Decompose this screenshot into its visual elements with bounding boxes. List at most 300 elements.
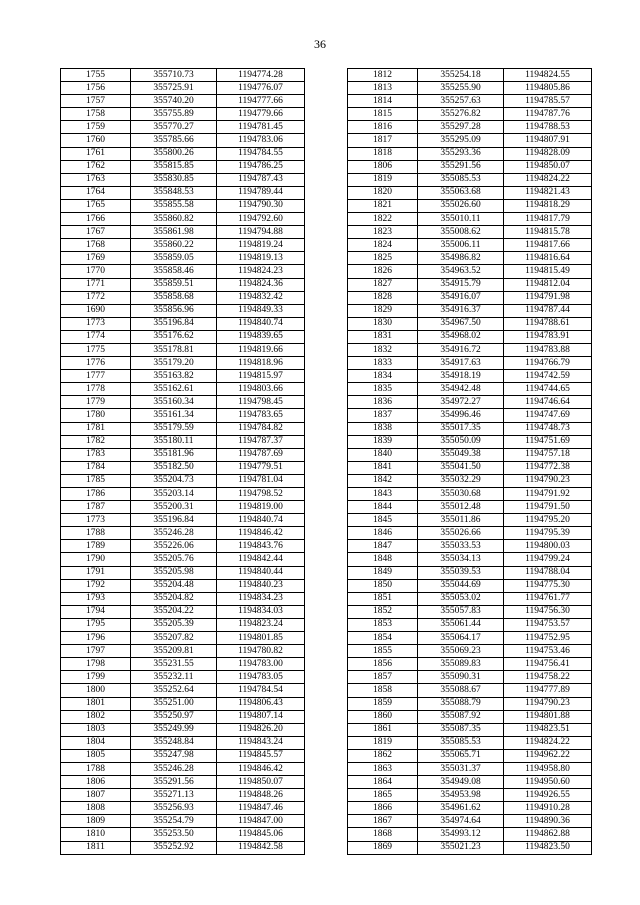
y-coordinate-cell: 1194787.37 bbox=[217, 435, 305, 448]
y-coordinate-cell: 1194834.23 bbox=[217, 592, 305, 605]
table-row bbox=[348, 265, 592, 278]
table-row bbox=[348, 671, 592, 684]
y-coordinate-cell: 1194828.09 bbox=[504, 147, 592, 160]
y-coordinate-cell: 1194774.28 bbox=[217, 69, 305, 82]
x-coordinate-cell: 355276.82 bbox=[418, 108, 504, 121]
x-coordinate-cell: 355032.29 bbox=[418, 474, 504, 487]
point-number-cell: 1838 bbox=[348, 422, 418, 435]
y-coordinate-cell: 1194787.76 bbox=[504, 108, 592, 121]
table-row bbox=[61, 147, 305, 160]
table-row bbox=[348, 239, 592, 252]
y-coordinate-cell: 1194826.20 bbox=[217, 723, 305, 736]
point-number-cell: 1786 bbox=[61, 488, 131, 501]
point-number-cell: 1770 bbox=[61, 265, 131, 278]
x-coordinate-cell: 355209.81 bbox=[131, 645, 217, 658]
x-coordinate-cell: 355860.22 bbox=[131, 239, 217, 252]
y-coordinate-cell: 1194783.91 bbox=[504, 330, 592, 343]
y-coordinate-cell: 1194821.43 bbox=[504, 186, 592, 199]
point-number-cell: 1820 bbox=[348, 186, 418, 199]
table-row bbox=[348, 618, 592, 631]
coordinates-table-left bbox=[60, 68, 305, 855]
y-coordinate-cell: 1194817.79 bbox=[504, 213, 592, 226]
x-coordinate-cell: 355251.00 bbox=[131, 697, 217, 710]
y-coordinate-cell: 1194962.22 bbox=[504, 749, 592, 762]
y-coordinate-cell: 1194839.65 bbox=[217, 330, 305, 343]
point-number-cell: 1833 bbox=[348, 357, 418, 370]
table-row bbox=[61, 435, 305, 448]
table-row bbox=[61, 749, 305, 762]
y-coordinate-cell: 1194766.79 bbox=[504, 357, 592, 370]
point-number-cell: 1796 bbox=[61, 632, 131, 645]
x-coordinate-cell: 355204.48 bbox=[131, 579, 217, 592]
table-row bbox=[61, 828, 305, 841]
point-number-cell: 1856 bbox=[348, 658, 418, 671]
table-row bbox=[348, 252, 592, 265]
table-row bbox=[61, 252, 305, 265]
y-coordinate-cell: 1194800.03 bbox=[504, 540, 592, 553]
y-coordinate-cell: 1194783.05 bbox=[217, 671, 305, 684]
point-number-cell: 1772 bbox=[61, 291, 131, 304]
point-number-cell: 1825 bbox=[348, 252, 418, 265]
x-coordinate-cell: 355740.20 bbox=[131, 95, 217, 108]
x-coordinate-cell: 355232.11 bbox=[131, 671, 217, 684]
table-row bbox=[348, 749, 592, 762]
x-coordinate-cell: 355044.69 bbox=[418, 579, 504, 592]
x-coordinate-cell: 355256.93 bbox=[131, 802, 217, 815]
point-number-cell: 1798 bbox=[61, 658, 131, 671]
point-number-cell: 1852 bbox=[348, 605, 418, 618]
table-row bbox=[61, 108, 305, 121]
y-coordinate-cell: 1194799.24 bbox=[504, 553, 592, 566]
y-coordinate-cell: 1194744.65 bbox=[504, 383, 592, 396]
y-coordinate-cell: 1194950.60 bbox=[504, 776, 592, 789]
point-number-cell: 1773 bbox=[61, 514, 131, 527]
point-number-cell: 1760 bbox=[61, 134, 131, 147]
y-coordinate-cell: 1194845.57 bbox=[217, 749, 305, 762]
y-coordinate-cell: 1194846.42 bbox=[217, 762, 305, 775]
point-number-cell: 1777 bbox=[61, 370, 131, 383]
y-coordinate-cell: 1194847.46 bbox=[217, 802, 305, 815]
y-coordinate-cell: 1194784.55 bbox=[217, 147, 305, 160]
x-coordinate-cell: 354918.19 bbox=[418, 370, 504, 383]
y-coordinate-cell: 1194845.06 bbox=[217, 828, 305, 841]
table-row bbox=[348, 186, 592, 199]
y-coordinate-cell: 1194788.61 bbox=[504, 317, 592, 330]
y-coordinate-cell: 1194958.80 bbox=[504, 762, 592, 775]
point-number-cell: 1840 bbox=[348, 448, 418, 461]
table-row bbox=[348, 69, 592, 82]
y-coordinate-cell: 1194843.24 bbox=[217, 736, 305, 749]
table-row bbox=[348, 304, 592, 317]
table-row bbox=[348, 95, 592, 108]
x-coordinate-cell: 354916.07 bbox=[418, 291, 504, 304]
x-coordinate-cell: 355293.36 bbox=[418, 147, 504, 160]
table-row bbox=[348, 697, 592, 710]
table-row bbox=[348, 317, 592, 330]
y-coordinate-cell: 1194742.59 bbox=[504, 370, 592, 383]
table-row bbox=[61, 514, 305, 527]
table-row bbox=[348, 409, 592, 422]
x-coordinate-cell: 355181.96 bbox=[131, 448, 217, 461]
point-number-cell: 1848 bbox=[348, 553, 418, 566]
x-coordinate-cell: 354986.82 bbox=[418, 252, 504, 265]
y-coordinate-cell: 1194816.64 bbox=[504, 252, 592, 265]
x-coordinate-cell: 355859.05 bbox=[131, 252, 217, 265]
y-coordinate-cell: 1194783.06 bbox=[217, 134, 305, 147]
y-coordinate-cell: 1194840.23 bbox=[217, 579, 305, 592]
x-coordinate-cell: 355205.39 bbox=[131, 618, 217, 631]
y-coordinate-cell: 1194824.22 bbox=[504, 173, 592, 186]
y-coordinate-cell: 1194788.04 bbox=[504, 566, 592, 579]
x-coordinate-cell: 354961.62 bbox=[418, 802, 504, 815]
x-coordinate-cell: 355085.53 bbox=[418, 173, 504, 186]
y-coordinate-cell: 1194784.82 bbox=[217, 422, 305, 435]
table-row bbox=[61, 265, 305, 278]
point-number-cell: 1803 bbox=[61, 723, 131, 736]
point-number-cell: 1829 bbox=[348, 304, 418, 317]
y-coordinate-cell: 1194823.24 bbox=[217, 618, 305, 631]
y-coordinate-cell: 1194846.42 bbox=[217, 527, 305, 540]
y-coordinate-cell: 1194798.45 bbox=[217, 396, 305, 409]
x-coordinate-cell: 354916.37 bbox=[418, 304, 504, 317]
table-row bbox=[348, 134, 592, 147]
table-row bbox=[61, 461, 305, 474]
table-row bbox=[348, 278, 592, 291]
table-row bbox=[61, 199, 305, 212]
point-number-cell: 1839 bbox=[348, 435, 418, 448]
x-coordinate-cell: 355085.53 bbox=[418, 736, 504, 749]
y-coordinate-cell: 1194840.44 bbox=[217, 566, 305, 579]
table-row bbox=[348, 501, 592, 514]
table-row bbox=[348, 815, 592, 828]
y-coordinate-cell: 1194792.60 bbox=[217, 213, 305, 226]
x-coordinate-cell: 355785.66 bbox=[131, 134, 217, 147]
x-coordinate-cell: 355291.56 bbox=[131, 776, 217, 789]
y-coordinate-cell: 1194862.88 bbox=[504, 828, 592, 841]
y-coordinate-cell: 1194788.53 bbox=[504, 121, 592, 134]
y-coordinate-cell: 1194775.30 bbox=[504, 579, 592, 592]
point-number-cell: 1847 bbox=[348, 540, 418, 553]
point-number-cell: 1771 bbox=[61, 278, 131, 291]
point-number-cell: 1822 bbox=[348, 213, 418, 226]
table-row bbox=[348, 488, 592, 501]
table-row bbox=[348, 645, 592, 658]
table-row bbox=[348, 553, 592, 566]
y-coordinate-cell: 1194790.23 bbox=[504, 474, 592, 487]
table-row bbox=[348, 108, 592, 121]
point-number-cell: 1789 bbox=[61, 540, 131, 553]
y-coordinate-cell: 1194756.41 bbox=[504, 658, 592, 671]
y-coordinate-cell: 1194791.98 bbox=[504, 291, 592, 304]
table-row bbox=[348, 461, 592, 474]
x-coordinate-cell: 355034.13 bbox=[418, 553, 504, 566]
point-number-cell: 1834 bbox=[348, 370, 418, 383]
point-number-cell: 1793 bbox=[61, 592, 131, 605]
table-row bbox=[348, 789, 592, 802]
x-coordinate-cell: 355205.76 bbox=[131, 553, 217, 566]
point-number-cell: 1809 bbox=[61, 815, 131, 828]
point-number-cell: 1837 bbox=[348, 409, 418, 422]
table-row bbox=[61, 618, 305, 631]
y-coordinate-cell: 1194817.66 bbox=[504, 239, 592, 252]
point-number-cell: 1813 bbox=[348, 82, 418, 95]
table-row bbox=[61, 226, 305, 239]
y-coordinate-cell: 1194798.52 bbox=[217, 488, 305, 501]
x-coordinate-cell: 355049.38 bbox=[418, 448, 504, 461]
y-coordinate-cell: 1194761.77 bbox=[504, 592, 592, 605]
point-number-cell: 1843 bbox=[348, 488, 418, 501]
table-row bbox=[348, 776, 592, 789]
table-row bbox=[61, 121, 305, 134]
x-coordinate-cell: 355755.89 bbox=[131, 108, 217, 121]
x-coordinate-cell: 355008.62 bbox=[418, 226, 504, 239]
y-coordinate-cell: 1194818.96 bbox=[217, 357, 305, 370]
point-number-cell: 1845 bbox=[348, 514, 418, 527]
point-number-cell: 1851 bbox=[348, 592, 418, 605]
x-coordinate-cell: 355021.23 bbox=[418, 841, 504, 854]
table-row bbox=[61, 409, 305, 422]
table-row bbox=[61, 317, 305, 330]
y-coordinate-cell: 1194803.66 bbox=[217, 383, 305, 396]
x-coordinate-cell: 355069.23 bbox=[418, 645, 504, 658]
y-coordinate-cell: 1194824.36 bbox=[217, 278, 305, 291]
point-number-cell: 1815 bbox=[348, 108, 418, 121]
y-coordinate-cell: 1194790.23 bbox=[504, 697, 592, 710]
point-number-cell: 1861 bbox=[348, 723, 418, 736]
table-row bbox=[348, 173, 592, 186]
y-coordinate-cell: 1194785.57 bbox=[504, 95, 592, 108]
point-number-cell: 1812 bbox=[348, 69, 418, 82]
table-row bbox=[61, 553, 305, 566]
y-coordinate-cell: 1194783.00 bbox=[217, 658, 305, 671]
x-coordinate-cell: 355087.92 bbox=[418, 710, 504, 723]
x-coordinate-cell: 354974.64 bbox=[418, 815, 504, 828]
y-coordinate-cell: 1194747.69 bbox=[504, 409, 592, 422]
point-number-cell: 1797 bbox=[61, 645, 131, 658]
x-coordinate-cell: 355297.28 bbox=[418, 121, 504, 134]
x-coordinate-cell: 355255.90 bbox=[418, 82, 504, 95]
x-coordinate-cell: 355039.53 bbox=[418, 566, 504, 579]
table-row bbox=[61, 579, 305, 592]
point-number-cell: 1766 bbox=[61, 213, 131, 226]
table-row bbox=[348, 448, 592, 461]
point-number-cell: 1826 bbox=[348, 265, 418, 278]
y-coordinate-cell: 1194746.64 bbox=[504, 396, 592, 409]
y-coordinate-cell: 1194753.57 bbox=[504, 618, 592, 631]
point-number-cell: 1819 bbox=[348, 173, 418, 186]
x-coordinate-cell: 355180.11 bbox=[131, 435, 217, 448]
point-number-cell: 1858 bbox=[348, 684, 418, 697]
point-number-cell: 1787 bbox=[61, 501, 131, 514]
x-coordinate-cell: 354972.27 bbox=[418, 396, 504, 409]
table-row bbox=[61, 213, 305, 226]
x-coordinate-cell: 355065.71 bbox=[418, 749, 504, 762]
x-coordinate-cell: 355271.13 bbox=[131, 789, 217, 802]
table-row bbox=[61, 605, 305, 618]
x-coordinate-cell: 355061.44 bbox=[418, 618, 504, 631]
x-coordinate-cell: 354996.46 bbox=[418, 409, 504, 422]
table-row bbox=[348, 658, 592, 671]
y-coordinate-cell: 1194848.26 bbox=[217, 789, 305, 802]
table-row bbox=[348, 213, 592, 226]
point-number-cell: 1806 bbox=[348, 160, 418, 173]
point-number-cell: 1800 bbox=[61, 684, 131, 697]
table-row bbox=[61, 540, 305, 553]
x-coordinate-cell: 355248.84 bbox=[131, 736, 217, 749]
y-coordinate-cell: 1194926.55 bbox=[504, 789, 592, 802]
x-coordinate-cell: 354942.48 bbox=[418, 383, 504, 396]
x-coordinate-cell: 355858.46 bbox=[131, 265, 217, 278]
point-number-cell: 1795 bbox=[61, 618, 131, 631]
y-coordinate-cell: 1194819.24 bbox=[217, 239, 305, 252]
y-coordinate-cell: 1194781.04 bbox=[217, 474, 305, 487]
y-coordinate-cell: 1194807.14 bbox=[217, 710, 305, 723]
point-number-cell: 1767 bbox=[61, 226, 131, 239]
point-number-cell: 1758 bbox=[61, 108, 131, 121]
x-coordinate-cell: 355710.73 bbox=[131, 69, 217, 82]
point-number-cell: 1832 bbox=[348, 343, 418, 356]
point-number-cell: 1805 bbox=[61, 749, 131, 762]
x-coordinate-cell: 355012.48 bbox=[418, 501, 504, 514]
point-number-cell: 1854 bbox=[348, 632, 418, 645]
x-coordinate-cell: 355026.60 bbox=[418, 199, 504, 212]
point-number-cell: 1811 bbox=[61, 841, 131, 854]
y-coordinate-cell: 1194789.44 bbox=[217, 186, 305, 199]
y-coordinate-cell: 1194832.42 bbox=[217, 291, 305, 304]
table-row bbox=[348, 357, 592, 370]
table-row bbox=[348, 343, 592, 356]
table-row bbox=[348, 82, 592, 95]
x-coordinate-cell: 354917.63 bbox=[418, 357, 504, 370]
table-row bbox=[61, 69, 305, 82]
table-row bbox=[348, 828, 592, 841]
y-coordinate-cell: 1194807.91 bbox=[504, 134, 592, 147]
y-coordinate-cell: 1194777.89 bbox=[504, 684, 592, 697]
x-coordinate-cell: 355089.83 bbox=[418, 658, 504, 671]
point-number-cell: 1784 bbox=[61, 461, 131, 474]
x-coordinate-cell: 355050.09 bbox=[418, 435, 504, 448]
x-coordinate-cell: 355205.98 bbox=[131, 566, 217, 579]
y-coordinate-cell: 1194824.23 bbox=[217, 265, 305, 278]
table-row bbox=[61, 383, 305, 396]
table-row bbox=[348, 710, 592, 723]
x-coordinate-cell: 355006.11 bbox=[418, 239, 504, 252]
point-number-cell: 1831 bbox=[348, 330, 418, 343]
x-coordinate-cell: 354916.72 bbox=[418, 343, 504, 356]
x-coordinate-cell: 355257.63 bbox=[418, 95, 504, 108]
y-coordinate-cell: 1194790.30 bbox=[217, 199, 305, 212]
y-coordinate-cell: 1194805.86 bbox=[504, 82, 592, 95]
point-number-cell: 1819 bbox=[348, 736, 418, 749]
point-number-cell: 1862 bbox=[348, 749, 418, 762]
y-coordinate-cell: 1194823.51 bbox=[504, 723, 592, 736]
table-row bbox=[348, 160, 592, 173]
x-coordinate-cell: 355295.09 bbox=[418, 134, 504, 147]
point-number-cell: 1850 bbox=[348, 579, 418, 592]
table-row bbox=[61, 527, 305, 540]
x-coordinate-cell: 355010.11 bbox=[418, 213, 504, 226]
x-coordinate-cell: 355250.97 bbox=[131, 710, 217, 723]
coordinates-table-right bbox=[347, 68, 592, 855]
point-number-cell: 1774 bbox=[61, 330, 131, 343]
x-coordinate-cell: 355770.27 bbox=[131, 121, 217, 134]
y-coordinate-cell: 1194795.39 bbox=[504, 527, 592, 540]
x-coordinate-cell: 355254.18 bbox=[418, 69, 504, 82]
table-row bbox=[61, 776, 305, 789]
point-number-cell: 1757 bbox=[61, 95, 131, 108]
table-row bbox=[61, 802, 305, 815]
point-number-cell: 1806 bbox=[61, 776, 131, 789]
table-row bbox=[348, 226, 592, 239]
y-coordinate-cell: 1194819.00 bbox=[217, 501, 305, 514]
y-coordinate-cell: 1194786.25 bbox=[217, 160, 305, 173]
point-number-cell: 1799 bbox=[61, 671, 131, 684]
table-row bbox=[61, 488, 305, 501]
table-row bbox=[348, 383, 592, 396]
y-coordinate-cell: 1194801.88 bbox=[504, 710, 592, 723]
table-row bbox=[348, 527, 592, 540]
point-number-cell: 1846 bbox=[348, 527, 418, 540]
y-coordinate-cell: 1194787.44 bbox=[504, 304, 592, 317]
table-row bbox=[61, 343, 305, 356]
table-row bbox=[348, 592, 592, 605]
point-number-cell: 1842 bbox=[348, 474, 418, 487]
y-coordinate-cell: 1194781.45 bbox=[217, 121, 305, 134]
x-coordinate-cell: 355247.98 bbox=[131, 749, 217, 762]
point-number-cell: 1769 bbox=[61, 252, 131, 265]
point-number-cell: 1773 bbox=[61, 317, 131, 330]
x-coordinate-cell: 354949.08 bbox=[418, 776, 504, 789]
page-number: 36 bbox=[314, 37, 326, 51]
point-number-cell: 1859 bbox=[348, 697, 418, 710]
table-row bbox=[61, 841, 305, 854]
y-coordinate-cell: 1194777.66 bbox=[217, 95, 305, 108]
y-coordinate-cell: 1194819.66 bbox=[217, 343, 305, 356]
x-coordinate-cell: 355057.83 bbox=[418, 605, 504, 618]
x-coordinate-cell: 355179.59 bbox=[131, 422, 217, 435]
point-number-cell: 1762 bbox=[61, 160, 131, 173]
point-number-cell: 1788 bbox=[61, 762, 131, 775]
table-row bbox=[61, 684, 305, 697]
y-coordinate-cell: 1194824.22 bbox=[504, 736, 592, 749]
table-row bbox=[61, 632, 305, 645]
x-coordinate-cell: 355207.82 bbox=[131, 632, 217, 645]
x-coordinate-cell: 355860.82 bbox=[131, 213, 217, 226]
x-coordinate-cell: 355163.82 bbox=[131, 370, 217, 383]
x-coordinate-cell: 355231.55 bbox=[131, 658, 217, 671]
point-number-cell: 1817 bbox=[348, 134, 418, 147]
table-row bbox=[348, 736, 592, 749]
x-coordinate-cell: 355859.51 bbox=[131, 278, 217, 291]
point-number-cell: 1756 bbox=[61, 82, 131, 95]
point-number-cell: 1768 bbox=[61, 239, 131, 252]
table-row bbox=[348, 199, 592, 212]
table-row bbox=[61, 566, 305, 579]
table-row bbox=[348, 632, 592, 645]
point-number-cell: 1780 bbox=[61, 409, 131, 422]
table-row bbox=[61, 82, 305, 95]
table-row bbox=[348, 802, 592, 815]
x-coordinate-cell: 354993.12 bbox=[418, 828, 504, 841]
table-row bbox=[61, 396, 305, 409]
x-coordinate-cell: 355179.20 bbox=[131, 357, 217, 370]
point-number-cell: 1761 bbox=[61, 147, 131, 160]
x-coordinate-cell: 355160.34 bbox=[131, 396, 217, 409]
table-row bbox=[61, 173, 305, 186]
table-row bbox=[61, 671, 305, 684]
table-row bbox=[61, 723, 305, 736]
point-number-cell: 1841 bbox=[348, 461, 418, 474]
